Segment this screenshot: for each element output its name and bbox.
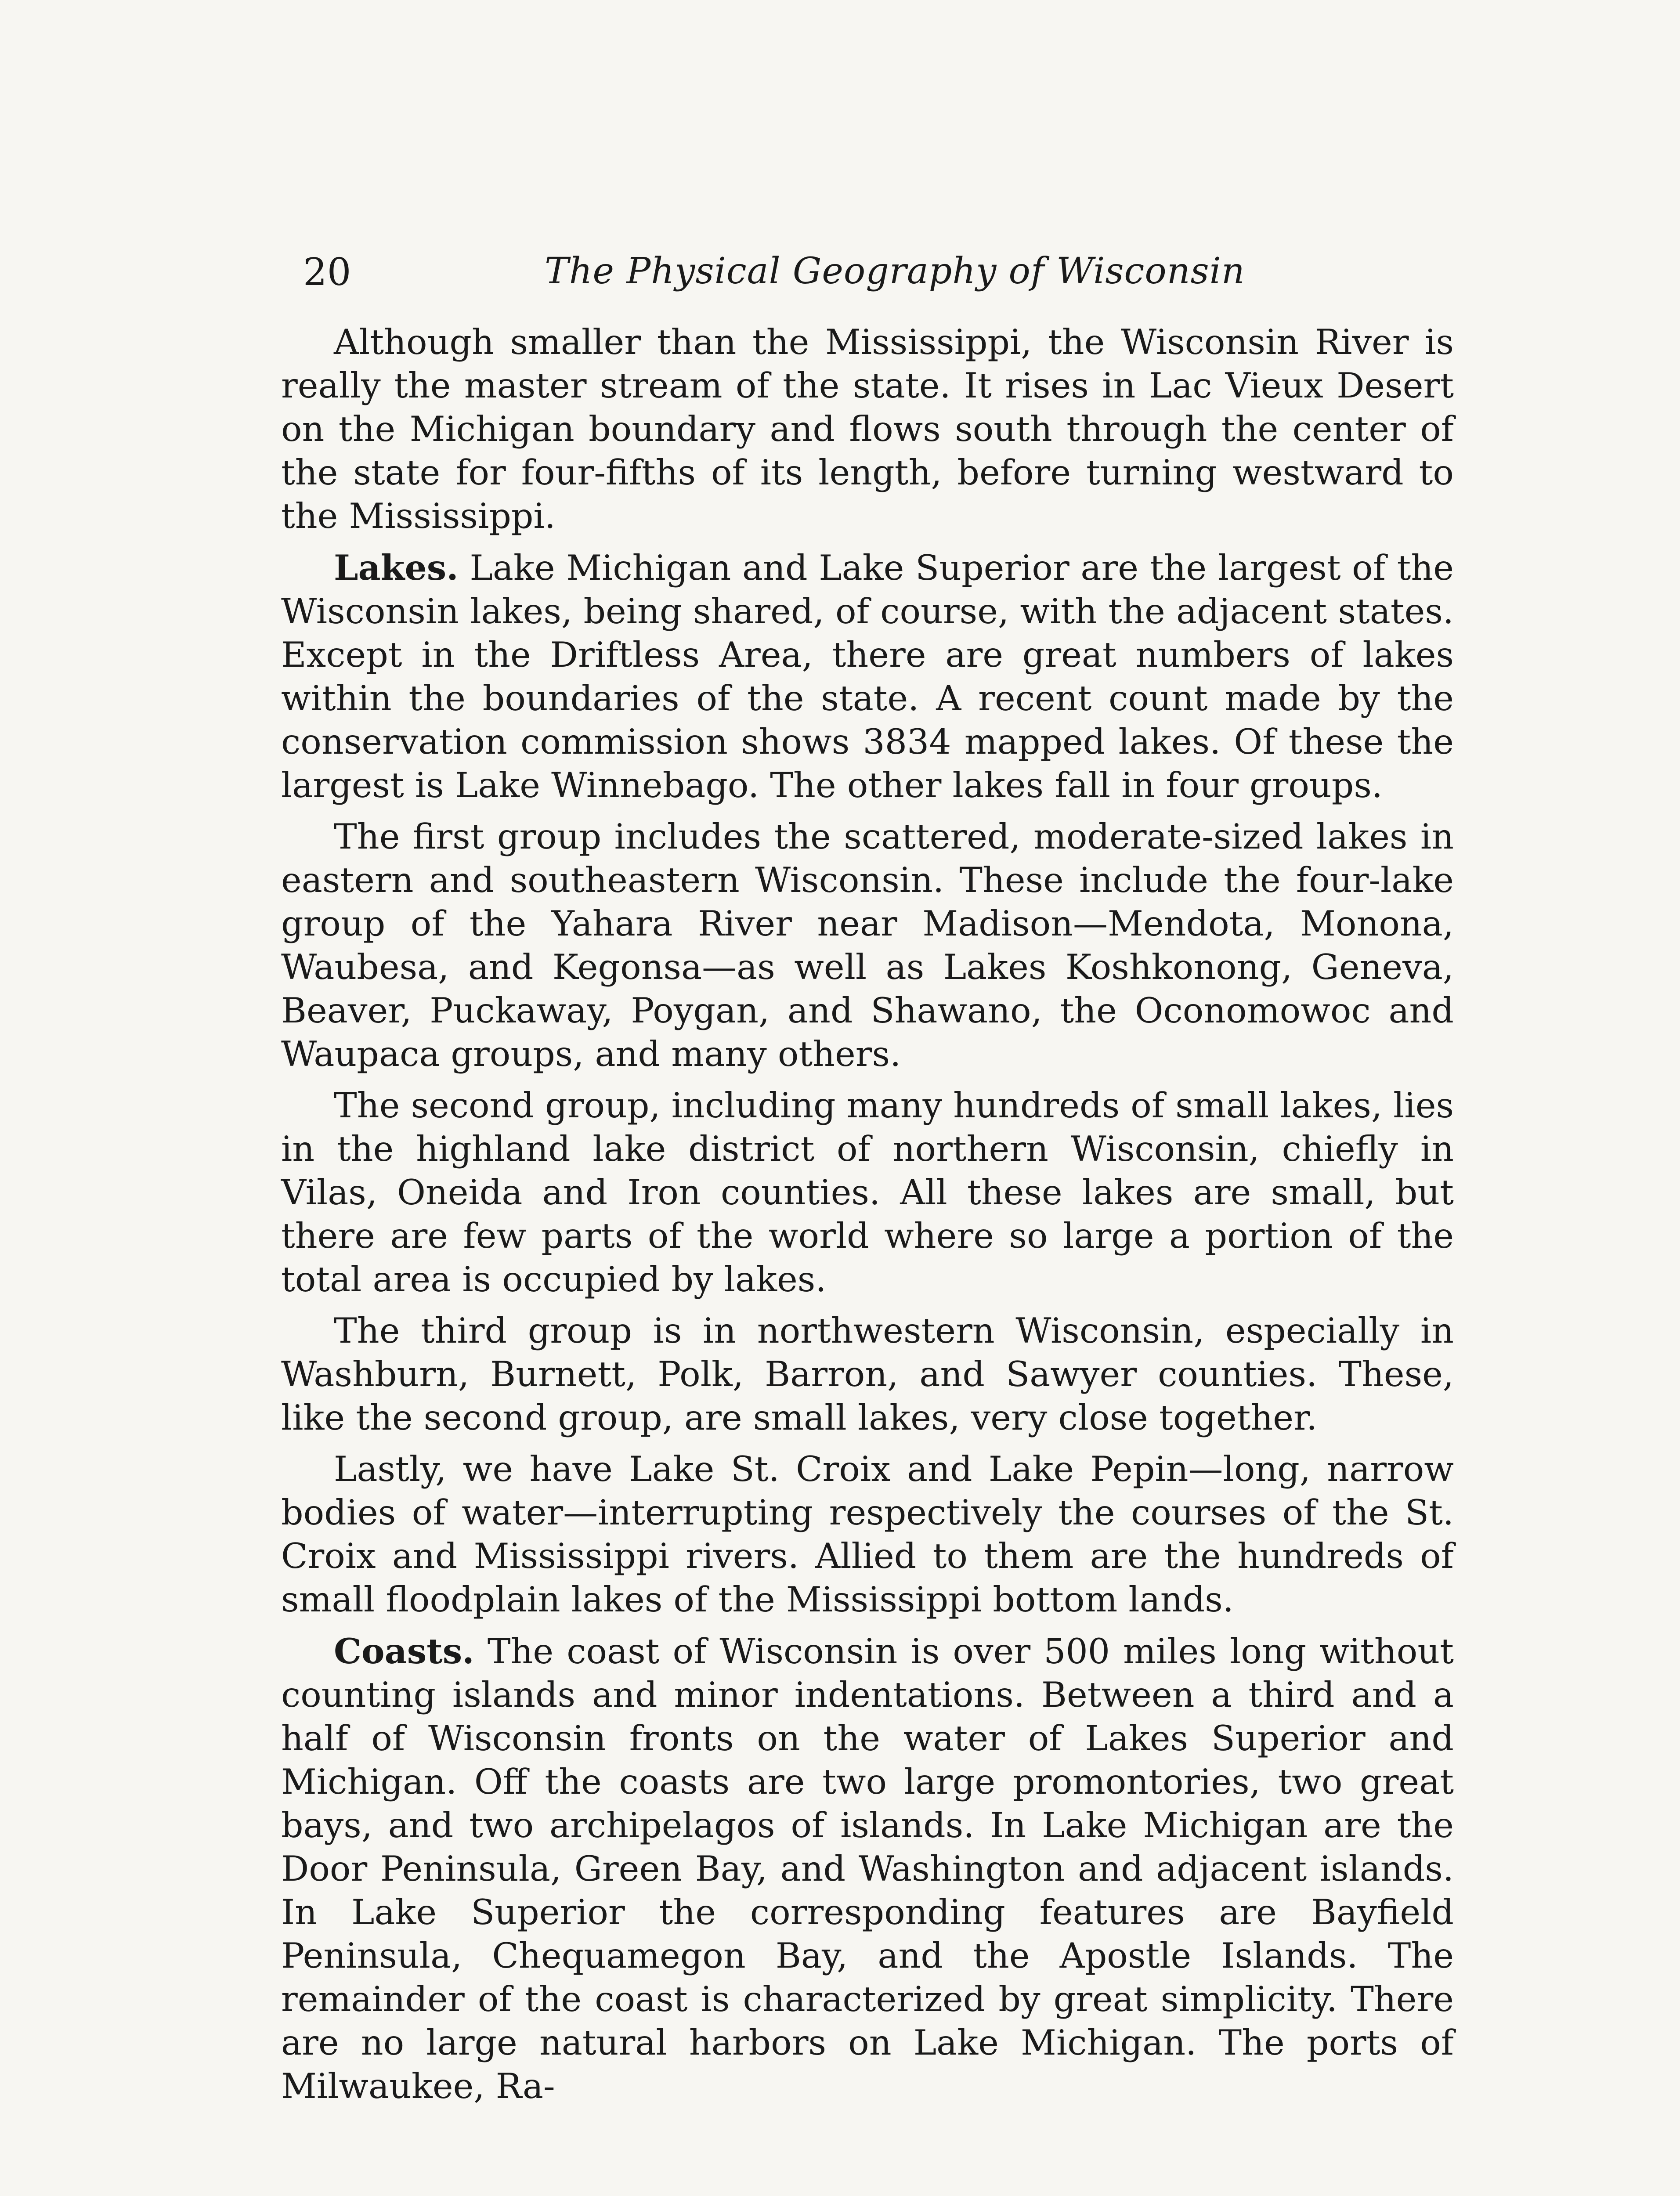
paragraph-wisconsin-river: Although smaller than the Mississippi, the Wisconsin River is really the master stream of the state. It rises in Lac Vieux Desert on the Michigan boundary and flows south through the center of the state for four-fifths of its length, before turning westward to the Mississippi. — [281, 322, 1454, 536]
page — [281, 250, 1454, 2116]
paragraph-second-group: The second group, including many hundreds of small lakes, lies in the highland lake district of northern Wisconsin, chiefly in Vilas, Oneida and Iron counties. All these lakes are small, but there are few parts of the world where so large a portion of the total area is occupied by lakes. — [281, 1085, 1454, 1300]
paragraph-fourth-group: Lastly, we have Lake St. Croix and Lake Pepin—long, narrow bodies of water—interrupting respectively the courses of the St. Croix and Mississippi rivers. Allied to them are the hundreds of small floodplain lakes of the Mississippi bottom lands. — [281, 1449, 1454, 1620]
page-number: 20 — [303, 250, 351, 294]
paragraph-third-group: The third group is in northwestern Wisconsin, especially in Washburn, Burnett, Polk, Barron, and Sawyer counties. These, like the second group, are small lakes, very close together. — [281, 1311, 1454, 1438]
section-heading-lakes: Lakes. — [334, 547, 459, 588]
section-heading-coasts: Coasts. — [334, 1631, 474, 1672]
paragraph-lakes-text: Lake Michigan and Lake Superior are the largest of the Wisconsin lakes, being shared, of course, with the adjacent states. Except in the Driftless Area, there are great numbers of lakes within the boundaries of the state. A recent count made by the conservation commission shows 3834 mapped lakes. Of these the largest is Lake Winnebago. The other lakes fall in four groups. — [281, 548, 1454, 805]
paragraph-coasts — [281, 1629, 1454, 2108]
paragraph-lakes — [281, 546, 1454, 807]
running-title: The Physical Geography of Wisconsin — [545, 250, 1245, 292]
paragraph-first-group: The first group includes the scattered, moderate-sized lakes in eastern and southeastern Wisconsin. These include the four-lake group of the Yahara River near Madison—Mendota, Monona, Waubesa, and Kegonsa—as well as Lakes Koshkonong, Geneva, Beaver, Puckaway, Poygan, and Shawano, the Oconomowoc and Waupaca groups, and many others. — [281, 816, 1454, 1074]
paragraph-coasts-text: The coast of Wisconsin is over 500 miles long without counting islands and minor indentations. Between a third and a half of Wisconsin fronts on the water of Lakes Superior and Michigan. Off the coasts are two large promontories, two great bays, and two archipelagos of islands. In Lake Michigan are the Door Peninsula, Green Bay, and Washington and adjacent islands. In Lake Superior the corresponding features are Bayfield Peninsula, Chequamegon Bay, and the Apostle Islands. The remainder of the coast is characterized by great simplicity. There are no large natural harbors on Lake Michigan. The ports of Milwaukee, Ra- — [281, 1631, 1454, 2106]
running-head — [281, 250, 1454, 303]
